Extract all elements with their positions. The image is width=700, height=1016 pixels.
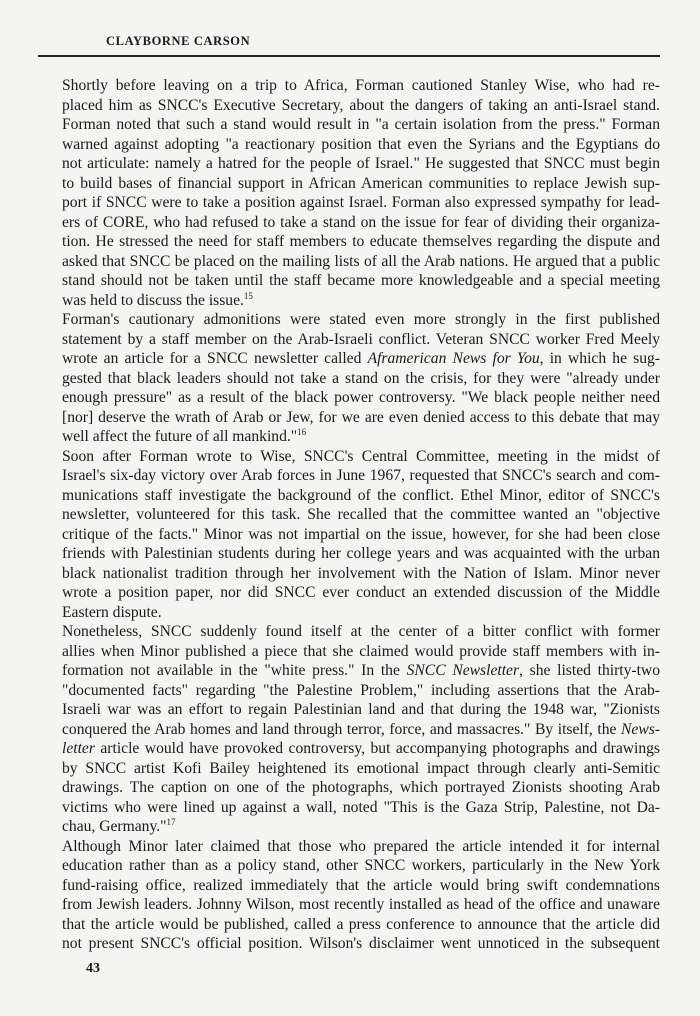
text-line: stand should not be taken until the staff became more knowledgeable and a special meeting: [62, 272, 660, 289]
text-line: Although Minor later claimed that those who prepared the article intended it for internal: [62, 837, 660, 855]
body-text: [38, 76, 660, 954]
text-line: wrote an article for a SNCC newsletter called Aframerican News for You, in which he sug-: [62, 350, 660, 367]
text-line: Forman's cautionary admonitions were stated even more strongly in the first published: [62, 311, 660, 328]
text-line: asked that SNCC be placed on the mailing lists of all the Arab nations. He argued that a public: [62, 252, 660, 270]
text-line: friends with Palestinian students during her college years and was acquainted with the urban: [62, 545, 660, 562]
text-line: placed him as SNCC's Executive Secretary, about the dangers of taking an anti-Israel stand.: [62, 96, 660, 114]
text-line: formation not available in the "white press." In the SNCC Newsletter, she listed thirty-two: [62, 662, 660, 679]
text-line: munications staff investigate the background of the conflict. Ethel Minor, editor of SNCC's: [62, 486, 660, 504]
text-line: warned against adopting "a reactionary position that even the Syrians and the Egyptians do: [62, 135, 660, 153]
text-line: well affect the future of all mankind."$^{16}$: [62, 426, 307, 445]
text-line: statement by a staff member on the Arab-Israeli conflict. Veteran SNCC worker Fred Meely: [62, 330, 660, 348]
text-line: newsletter, volunteered for this task. She recalled that the committee wanted an "objective: [62, 506, 660, 523]
text-line: Forman noted that such a stand would result in "a certain isolation from the press." Forman: [62, 116, 660, 133]
publication-title: News-: [621, 720, 660, 738]
text-line: Eastern dispute.: [62, 603, 162, 621]
paragraph-3: [38, 447, 660, 623]
text-line: Soon after Forman wrote to Wise, SNCC's Central Committee, meeting in the midst of: [62, 447, 660, 465]
text-line: conquered the Arab homes and land through terror, force, and massacres." By itself, the News-: [62, 720, 660, 738]
paragraph-2: [38, 310, 660, 447]
publication-title: Aframerican News for You: [367, 350, 540, 367]
text-line: to build bases of financial support in African American communities to replace Jewish sup-: [62, 174, 660, 192]
text-line: gested that black leaders should not take a stand on the crisis, for they were "already under: [62, 369, 660, 387]
text-line: black nationalist tradition through her involvement with the Nation of Islam. Minor never: [62, 564, 660, 582]
text-line: from Jewish leaders. Johnny Wilson, most recently installed as head of the office and unaware: [62, 896, 660, 913]
text-line: wrote a position paper, nor did SNCC ever conduct an extended discussion of the Middle: [62, 584, 660, 601]
text-line: that the article would be published, called a press conference to announce that the article did: [62, 915, 660, 933]
text-line: was held to discuss the issue.$^{15}$: [62, 290, 253, 309]
text-line: fund-raising office, realized immediately that the article would bring swift condemnations: [62, 876, 660, 894]
text-line: by SNCC artist Kofi Bailey heightened its emotional impact through clearly anti-Semitic: [62, 759, 660, 777]
footnote-marker[interactable]: 17: [166, 816, 176, 827]
publication-title: letter: [62, 740, 95, 757]
text-line: Israeli war was an effort to regain Palestinian land and that during the 1948 war, "Zionists: [62, 701, 660, 718]
text-line: tion. He stressed the need for staff members to educate themselves regarding the dispute and: [62, 233, 660, 250]
paragraph-4: [38, 622, 660, 837]
text-line: [nor] deserve the wrath of Arab or Jew, for we are even denied access to this debate that may: [62, 408, 660, 426]
text-line: chau, Germany."$^{17}$: [62, 816, 176, 835]
text-line: Israel's six-day victory over Arab forces in June 1967, requested that SNCC's search and com-: [62, 467, 660, 484]
text-line: ers of CORE, who had refused to take a stand on the issue for fear of dividing their organiza-: [62, 213, 660, 231]
text-line: allies when Minor published a piece that she claimed would provide staff members with in-: [62, 642, 660, 660]
publication-title: SNCC Newsletter: [406, 662, 520, 679]
text-line: "documented facts" regarding "the Palestine Problem," including assertions that the Arab-: [62, 681, 660, 699]
text-line: Nonetheless, SNCC suddenly found itself at the center of a bitter conflict with former: [62, 623, 660, 640]
text-line: drawings. The caption on one of the photographs, which portrayed Zionists shooting Arab: [62, 779, 660, 796]
text-line: victims who were lined up against a wall, noted "This is the Gaza Strip, Palestine, not Da-: [62, 798, 660, 816]
footnote-marker[interactable]: 15: [243, 290, 253, 301]
paragraph-5: [38, 837, 660, 954]
text-line: Shortly before leaving on a trip to Africa, Forman cautioned Stanley Wise, who had re-: [62, 77, 660, 94]
text-line: not present SNCC's official position. Wilson's disclaimer went unnoticed in the subsequent: [62, 935, 660, 952]
running-head: CLAYBORNE CARSON: [106, 34, 251, 48]
header-rule: [38, 55, 660, 57]
footnote-marker[interactable]: 16: [297, 426, 307, 437]
text-line: letter article would have provoked controversy, but accompanying photographs and drawings: [62, 740, 660, 757]
text-line: port if SNCC were to take a position against Israel. Forman also expressed sympathy for lead-: [62, 194, 660, 211]
text-line: enough pressure" as a result of the black power controversy. "We black people neither need: [62, 389, 660, 406]
paragraph-1: [38, 76, 660, 310]
text-line: education rather than as a policy stand, other SNCC workers, particularly in the New York: [62, 857, 660, 874]
text-line: not articulate: namely a hatred for the people of Israel." He suggested that SNCC must begin: [62, 155, 660, 172]
text-line: critique of the facts." Minor was not impartial on the issue, however, for she had been close: [62, 525, 660, 543]
page-number: 43: [86, 961, 100, 976]
